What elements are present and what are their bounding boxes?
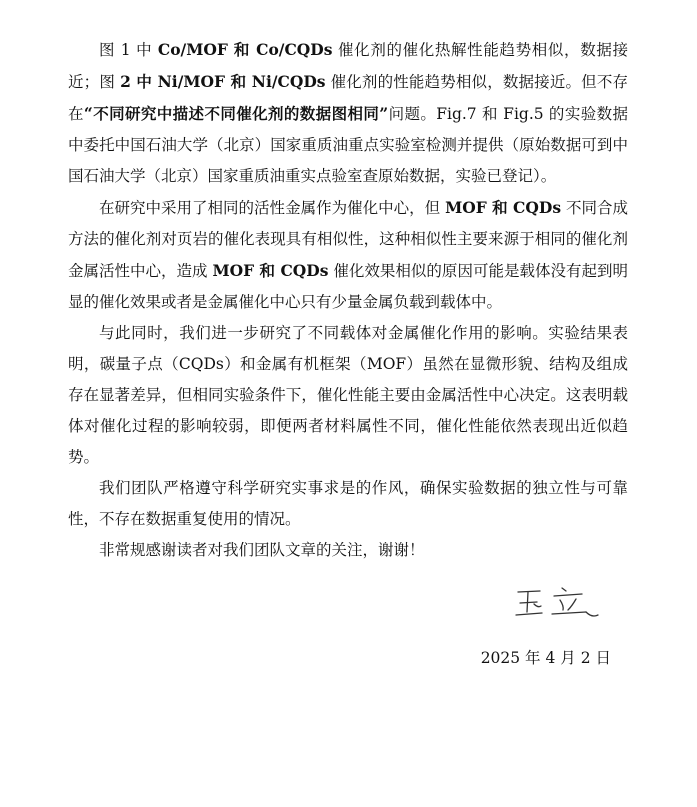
paragraph-2-seg-4: MOF 和 CQDs [212, 261, 329, 280]
paragraph-2 [68, 192, 628, 318]
paragraph-2-seg-2: MOF 和 CQDs [445, 198, 562, 217]
paragraph-1-seg-3: 催化剂的催化热解性能趋势相似，数据接近；图 [68, 41, 628, 91]
letter-body [68, 34, 628, 566]
letter-date: 2025 年 4 月 2 日 [480, 649, 611, 667]
paragraph-5-seg-1: 非常规感谢读者对我们团队文章的关注，谢谢！ [99, 541, 425, 559]
paragraph-5 [68, 535, 628, 566]
paragraph-4-seg-1: 我们团队严格遵守科学研究实事求是的作风，确保实验数据的独立性与可靠性，不存在数据重复使用的情况。 [68, 479, 628, 528]
handwritten-signature [510, 582, 610, 626]
paragraph-3 [68, 318, 628, 473]
paragraph-2-seg-3: 不同合成方法的催化剂对页岩的催化表现具有相似性，这种相似性主要来源于相同的催化剂金属活性中心，造成 [68, 199, 628, 280]
paragraph-1-seg-2: Co/MOF 和 Co/CQDs [157, 40, 333, 59]
paragraph-2-seg-1: 在研究中采用了相同的活性金属作为催化中心，但 [99, 199, 446, 217]
paragraph-4 [68, 473, 628, 535]
paragraph-1-seg-1: 图 1 中 [99, 41, 158, 59]
paragraph-1 [68, 34, 628, 192]
paragraph-2-seg-5: 催化效果相似的原因可能是载体没有起到明显的催化效果或者是金属催化中心只有少量金属负载到载体中。 [68, 262, 628, 311]
paragraph-1-seg-7: 问题。Fig.7 和 Fig.5 的实验数据中委托中国石油大学（北京）国家重质油重点实验室检测并提供（原始数据可到中国石油大学（北京）国家重质油重实点验室查原始数据，实验已登记）。 [68, 105, 628, 185]
paragraph-1-seg-6: “不同研究中描述不同催化剂的数据图相同” [83, 104, 389, 123]
paragraph-3-seg-1: 与此同时，我们进一步研究了不同载体对金属催化作用的影响。实验结果表明，碳量子点（CQDs）和金属有机框架（MOF）虽然在显微形貌、结构及组成存在显著差异，但相同实验条件下，催化性能主要由金属活性中心决定。这表明载体对催化过程的影响较弱，即便两者材料属性不同，催化性能依然表现出近似趋势。 [68, 324, 628, 466]
paragraph-1-seg-5: 催化剂的性能趋势相似，数据接近。但不存在 [68, 73, 628, 123]
paragraph-1-seg-4: 2 中 Ni/MOF 和 Ni/CQDs [120, 72, 326, 91]
